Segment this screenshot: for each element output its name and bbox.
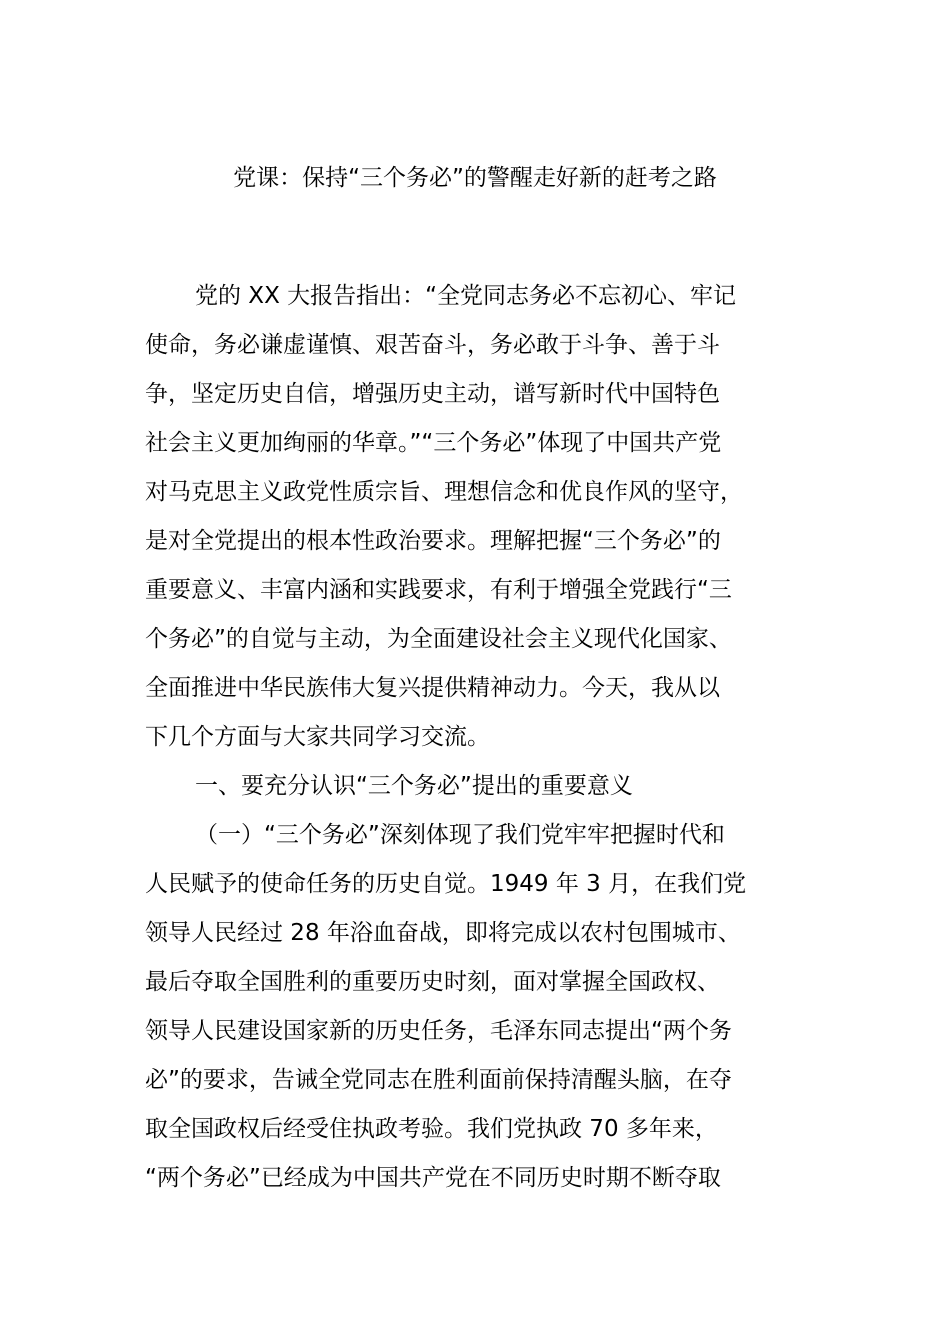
document-body (145, 272, 805, 1203)
paragraph-line: 个务必”的自觉与主动，为全面建设社会主义现代化国家、 (145, 626, 732, 652)
paragraph-line: 领导人民建设国家新的历史任务，毛泽东同志提出“两个务 (145, 1018, 732, 1044)
paragraph-line: 全面推进中华民族伟大复兴提供精神动力。今天，我从以 (145, 675, 720, 701)
paragraph-line: 下几个方面与大家共同学习交流。 (145, 724, 490, 750)
paragraph-line: 使命，务必谦虚谨慎、艰苦奋斗，务必敢于斗争、善于斗 (145, 332, 720, 358)
paragraph-line: “两个务必”已经成为中国共产党在不同历史时期不断夺取 (145, 1165, 721, 1191)
paragraph-line: 党的 XX 大报告指出：“全党同志务必不忘初心、牢记 (195, 283, 737, 309)
paragraph-line: 人民赋予的使命任务的历史自觉。1949 年 3 月，在我们党 (145, 871, 747, 897)
subsection-heading-line: （一）“三个务必”深刻体现了我们党牢牢把握时代和 (195, 822, 725, 848)
paragraph-line: 重要意义、丰富内涵和实践要求，有利于增强全党践行“三 (145, 577, 732, 603)
paragraph-line: 取全国政权后经受住执政考验。我们党执政 70 多年来， (145, 1116, 718, 1142)
paragraph-line: 社会主义更加绚丽的华章。”“三个务必”体现了中国共产党 (145, 430, 722, 456)
paragraph-line: 对马克思主义政党性质宗旨、理想信念和优良作风的坚守， (145, 479, 743, 505)
paragraph-line: 是对全党提出的根本性政治要求。理解把握“三个务必”的 (145, 528, 721, 554)
paragraph-line: 领导人民经过 28 年浴血奋战，即将完成以农村包围城市、 (145, 920, 741, 946)
document-title: 党课：保持“三个务必”的警醒走好新的赶考之路 (233, 165, 717, 191)
paragraph-line: 最后夺取全国胜利的重要历史时刻，面对掌握全国政权、 (145, 969, 720, 995)
section-heading: 一、要充分认识“三个务必”提出的重要意义 (195, 773, 633, 799)
paragraph-line: 必”的要求，告诫全党同志在胜利面前保持清醒头脑，在夺 (145, 1067, 732, 1093)
paragraph-line: 争，坚定历史自信，增强历史主动，谱写新时代中国特色 (145, 381, 720, 407)
